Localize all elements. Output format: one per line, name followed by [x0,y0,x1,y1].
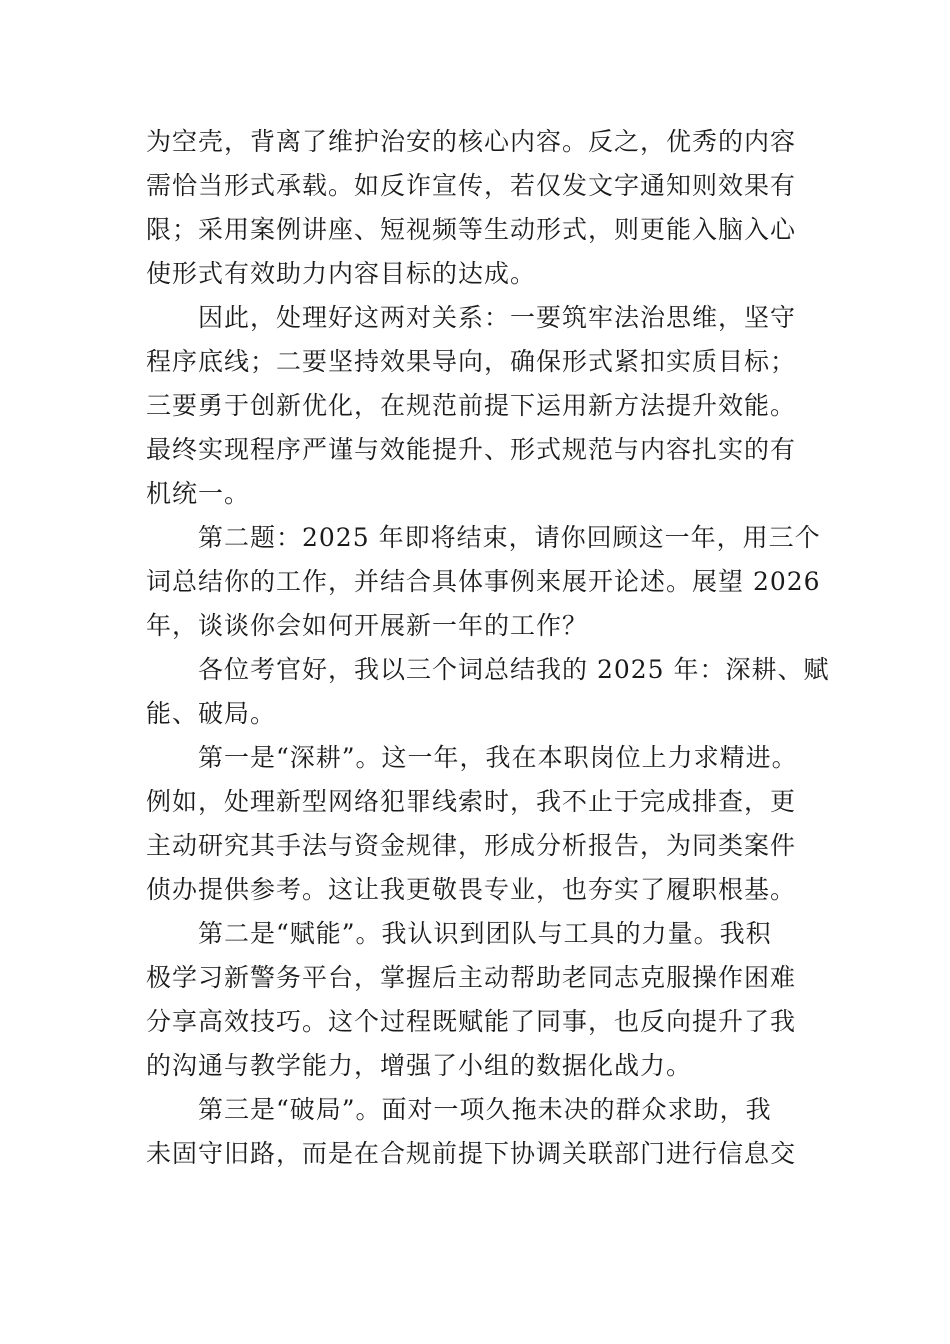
text-line: 例如，处理新型网络犯罪线索时，我不止于完成排查，更 [146,787,797,816]
text-line: 机统一。 [146,479,251,508]
text-line: 分享高效技巧。这个过程既赋能了同事，也反向提升了我 [146,1007,797,1036]
text-line: 各位考官好，我以三个词总结我的 2025 年：深耕、赋 [198,655,830,684]
text-line: 最终实现程序严谨与效能提升、形式规范与内容扎实的有 [146,435,797,464]
text-line: 第一是“深耕”。这一年，我在本职岗位上力求精进。 [198,743,798,772]
text-line: 年，谈谈你会如何开展新一年的工作？ [146,611,589,640]
paragraph [146,296,810,516]
paragraph [146,736,810,912]
text-line: 需恰当形式承载。如反诈宣传，若仅发文字通知则效果有 [146,171,797,200]
text-line: 限；采用案例讲座、短视频等生动形式，则更能入脑入心 [146,215,797,244]
paragraph [146,1088,810,1176]
text-line: 的沟通与教学能力，增强了小组的数据化战力。 [146,1051,693,1080]
text-line: 词总结你的工作，并结合具体事例来展开论述。展望 2026 [146,567,821,596]
text-line: 能、破局。 [146,699,277,728]
text-line: 第二是“赋能”。我认识到团队与工具的力量。我积 [198,919,772,948]
text-line: 主动研究其手法与资金规律，形成分析报告，为同类案件 [146,831,797,860]
paragraph [146,120,810,296]
document-body [146,120,830,1176]
text-line: 程序底线；二要坚持效果导向，确保形式紧扣实质目标； [146,347,797,376]
paragraph [146,912,810,1088]
text-line: 因此，处理好这两对关系：一要筑牢法治思维，坚守 [198,303,797,332]
text-line: 极学习新警务平台，掌握后主动帮助老同志克服操作困难 [146,963,797,992]
text-line: 为空壳，背离了维护治安的核心内容。反之，优秀的内容 [146,127,797,156]
text-line: 第三是“破局”。面对一项久拖未决的群众求助，我 [198,1095,772,1124]
text-line: 三要勇于创新优化，在规范前提下运用新方法提升效能。 [146,391,797,420]
paragraph [146,516,821,648]
text-line: 未固守旧路，而是在合规前提下协调关联部门进行信息交 [146,1139,797,1168]
text-line: 侦办提供参考。这让我更敬畏专业，也夯实了履职根基。 [146,875,797,904]
text-line: 第二题：2025 年即将结束，请你回顾这一年，用三个 [198,523,821,552]
paragraph [146,648,830,736]
text-line: 使形式有效助力内容目标的达成。 [146,259,537,288]
